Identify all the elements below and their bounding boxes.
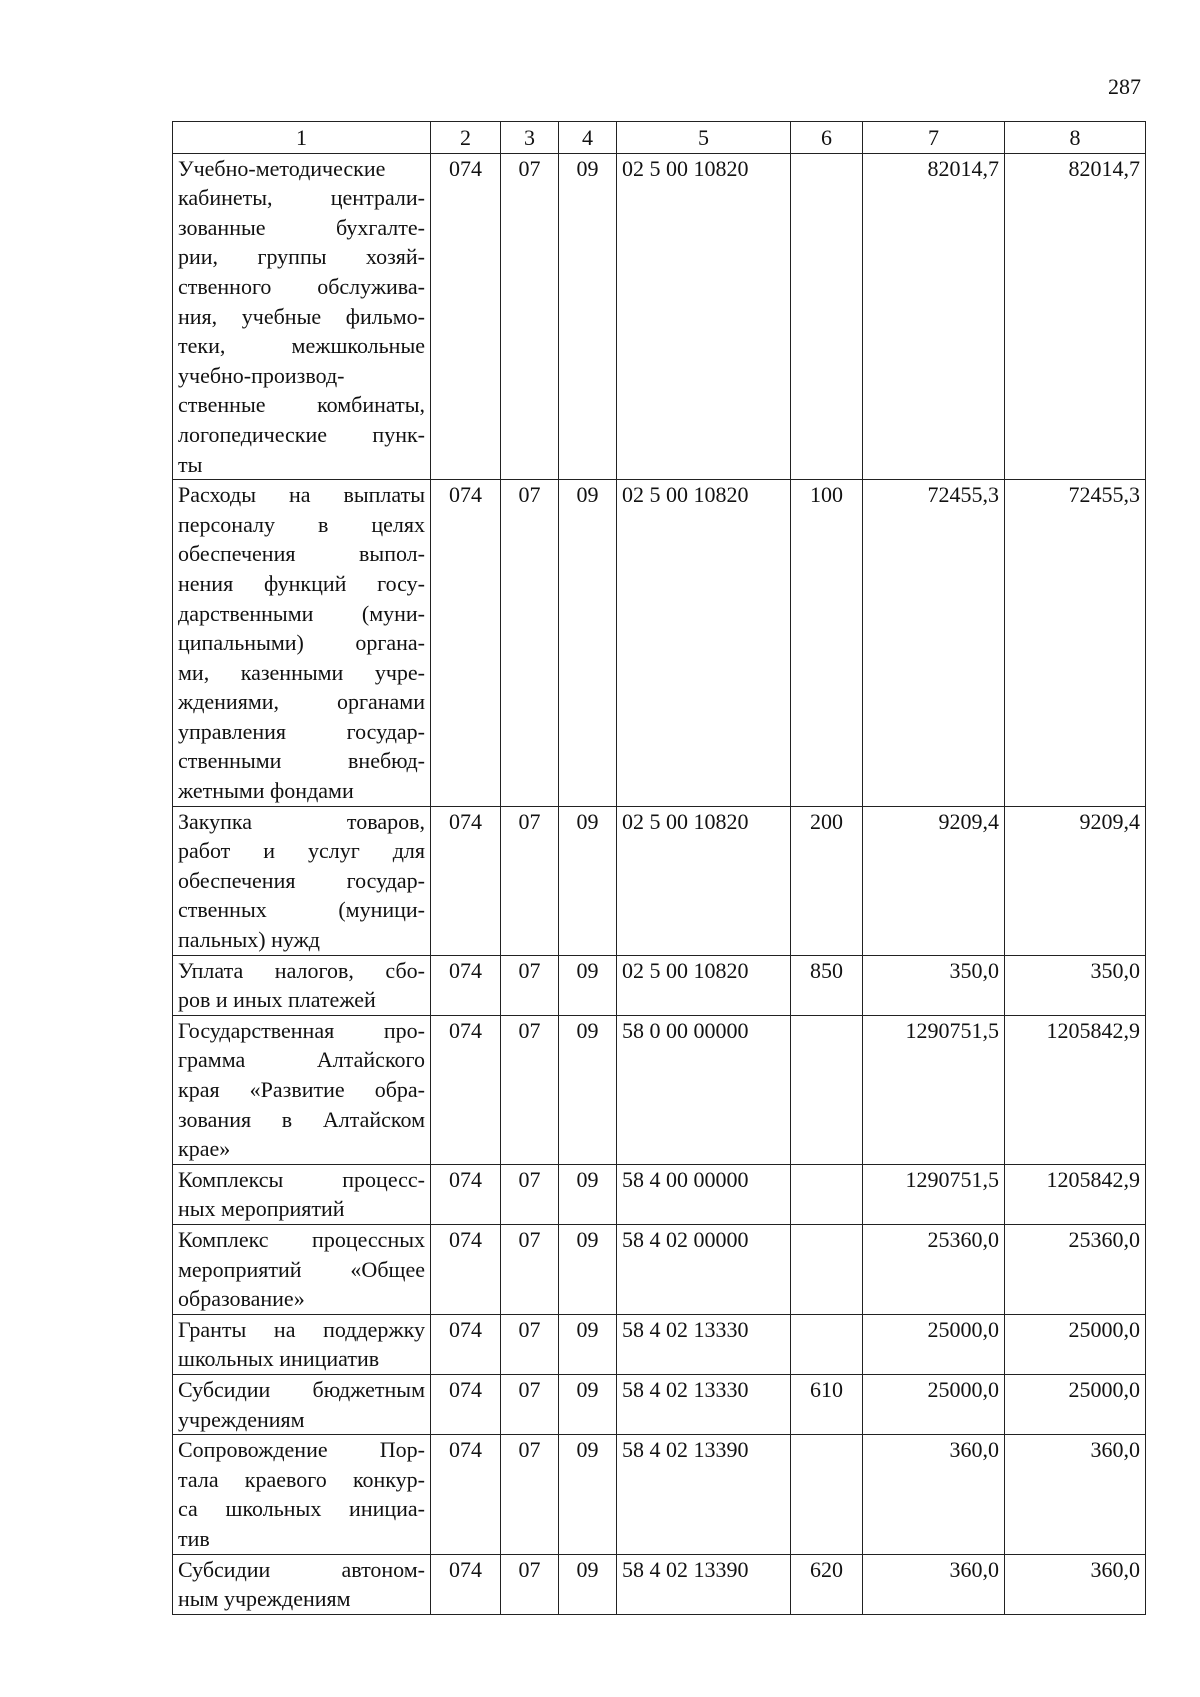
item-name-line: ным учреждениям xyxy=(178,1586,351,1612)
amount-col7-cell: 82014,7 xyxy=(863,153,1005,480)
amount-col7-cell: 25000,0 xyxy=(863,1314,1005,1374)
table-row xyxy=(173,806,1146,955)
budget-table xyxy=(172,121,1146,1615)
amount-col8-cell: 9209,4 xyxy=(1005,806,1146,955)
item-name-line: са школьных инициа- xyxy=(178,1496,425,1522)
department-code-cell: 074 xyxy=(431,1374,501,1434)
item-name-line: зованные бухгалте- xyxy=(178,214,425,240)
amount-col8-cell: 360,0 xyxy=(1005,1554,1146,1614)
item-name-cell xyxy=(173,1374,431,1434)
amount-col8-cell: 1205842,9 xyxy=(1005,1164,1146,1224)
department-code-cell: 074 xyxy=(431,1554,501,1614)
item-name-line: ципальными) органа- xyxy=(178,630,425,656)
department-code-cell: 074 xyxy=(431,1314,501,1374)
target-article-cell: 58 4 02 13390 xyxy=(617,1554,791,1614)
section-code-cell: 07 xyxy=(501,1164,559,1224)
expense-type-cell: 200 xyxy=(791,806,863,955)
item-name-cell xyxy=(173,1314,431,1374)
section-code-cell: 07 xyxy=(501,955,559,1015)
header-cell: 1 xyxy=(173,122,431,154)
header-cell: 2 xyxy=(431,122,501,154)
item-name-line: учреждениям xyxy=(178,1406,305,1432)
item-name-line: Гранты на поддержку xyxy=(178,1316,425,1342)
target-article-cell: 02 5 00 10820 xyxy=(617,955,791,1015)
item-name-line: управления государ- xyxy=(178,718,425,744)
item-name-line: пальных) нужд xyxy=(178,927,321,953)
subsection-code-cell: 09 xyxy=(559,1224,617,1314)
item-name-line: кабинеты, централи- xyxy=(178,185,425,211)
item-name-line: ния, учебные фильмо- xyxy=(178,303,425,329)
item-name-line: ждениями, органами xyxy=(178,689,425,715)
subsection-code-cell: 09 xyxy=(559,806,617,955)
amount-col7-cell: 350,0 xyxy=(863,955,1005,1015)
item-name-line: Субсидии автоном- xyxy=(178,1556,425,1582)
target-article-cell: 58 4 02 00000 xyxy=(617,1224,791,1314)
expense-type-cell xyxy=(791,153,863,480)
table-row xyxy=(173,1224,1146,1314)
amount-col7-cell: 360,0 xyxy=(863,1435,1005,1554)
subsection-code-cell: 09 xyxy=(559,480,617,807)
item-name-line: ственные комбинаты, xyxy=(178,392,425,418)
item-name-line: Комплекс процессных xyxy=(178,1226,425,1252)
header-cell: 8 xyxy=(1005,122,1146,154)
item-name-line: Комплексы процесс- xyxy=(178,1166,425,1192)
page-number: 287 xyxy=(1108,74,1141,99)
subsection-code-cell: 09 xyxy=(559,1314,617,1374)
item-name-cell xyxy=(173,1224,431,1314)
item-name-line: грамма Алтайского xyxy=(178,1047,425,1073)
target-article-cell: 02 5 00 10820 xyxy=(617,806,791,955)
amount-col7-cell: 360,0 xyxy=(863,1554,1005,1614)
item-name-line: Закупка товаров, xyxy=(178,808,425,834)
amount-col7-cell: 25360,0 xyxy=(863,1224,1005,1314)
item-name-line: жетными фондами xyxy=(178,778,354,804)
expense-type-cell: 100 xyxy=(791,480,863,807)
item-name-line: Субсидии бюджетным xyxy=(178,1376,425,1402)
expense-type-cell xyxy=(791,1015,863,1164)
section-code-cell: 07 xyxy=(501,1314,559,1374)
section-code-cell: 07 xyxy=(501,1374,559,1434)
amount-col8-cell: 25000,0 xyxy=(1005,1314,1146,1374)
amount-col8-cell: 25000,0 xyxy=(1005,1374,1146,1434)
item-name-line: обеспечения государ- xyxy=(178,867,425,893)
item-name-line: школьных инициатив xyxy=(178,1346,380,1372)
expense-type-cell: 850 xyxy=(791,955,863,1015)
item-name-line: ственного обслужива- xyxy=(178,273,425,299)
subsection-code-cell: 09 xyxy=(559,1554,617,1614)
item-name-cell xyxy=(173,1435,431,1554)
table-row xyxy=(173,1314,1146,1374)
header-row xyxy=(173,122,1146,154)
item-name-line: тив xyxy=(178,1525,210,1551)
item-name-line: мероприятий «Общее xyxy=(178,1256,425,1282)
table-row xyxy=(173,1435,1146,1554)
target-article-cell: 02 5 00 10820 xyxy=(617,480,791,807)
item-name-line: ми, казенными учре- xyxy=(178,659,425,685)
amount-col7-cell: 72455,3 xyxy=(863,480,1005,807)
expense-type-cell xyxy=(791,1435,863,1554)
item-name-cell xyxy=(173,955,431,1015)
section-code-cell: 07 xyxy=(501,806,559,955)
target-article-cell: 58 4 02 13330 xyxy=(617,1374,791,1434)
amount-col8-cell: 1205842,9 xyxy=(1005,1015,1146,1164)
item-name-line: тала краевого конкур- xyxy=(178,1466,425,1492)
section-code-cell: 07 xyxy=(501,1224,559,1314)
table-row xyxy=(173,1015,1146,1164)
table-row xyxy=(173,480,1146,807)
item-name-line: образование» xyxy=(178,1286,305,1312)
item-name-line: персоналу в целях xyxy=(178,511,425,537)
item-name-line: работ и услуг для xyxy=(178,838,425,864)
item-name-line: ственными внебюд- xyxy=(178,748,425,774)
amount-col7-cell: 9209,4 xyxy=(863,806,1005,955)
item-name-line: Сопровождение Пор- xyxy=(178,1437,425,1463)
amount-col7-cell: 25000,0 xyxy=(863,1374,1005,1434)
amount-col8-cell: 82014,7 xyxy=(1005,153,1146,480)
header-cell: 3 xyxy=(501,122,559,154)
item-name-line: нения функций госу- xyxy=(178,570,425,596)
table-row xyxy=(173,955,1146,1015)
target-article-cell: 58 4 02 13390 xyxy=(617,1435,791,1554)
item-name-line: рии, группы хозяй- xyxy=(178,244,425,270)
item-name-cell xyxy=(173,153,431,480)
amount-col8-cell: 350,0 xyxy=(1005,955,1146,1015)
subsection-code-cell: 09 xyxy=(559,1164,617,1224)
header-cell: 5 xyxy=(617,122,791,154)
header-cell: 6 xyxy=(791,122,863,154)
target-article-cell: 02 5 00 10820 xyxy=(617,153,791,480)
table-body xyxy=(173,153,1146,1614)
amount-col7-cell: 1290751,5 xyxy=(863,1015,1005,1164)
item-name-line: Учебно-методические xyxy=(178,155,386,181)
table-row xyxy=(173,153,1146,480)
subsection-code-cell: 09 xyxy=(559,1015,617,1164)
item-name-cell xyxy=(173,480,431,807)
expense-type-cell xyxy=(791,1314,863,1374)
target-article-cell: 58 4 02 13330 xyxy=(617,1314,791,1374)
target-article-cell: 58 0 00 00000 xyxy=(617,1015,791,1164)
section-code-cell: 07 xyxy=(501,1435,559,1554)
item-name-line: ственных (муници- xyxy=(178,897,425,923)
section-code-cell: 07 xyxy=(501,480,559,807)
amount-col8-cell: 72455,3 xyxy=(1005,480,1146,807)
target-article-cell: 58 4 00 00000 xyxy=(617,1164,791,1224)
department-code-cell: 074 xyxy=(431,1435,501,1554)
item-name-cell xyxy=(173,1164,431,1224)
item-name-line: теки, межшкольные xyxy=(178,333,425,359)
subsection-code-cell: 09 xyxy=(559,955,617,1015)
section-code-cell: 07 xyxy=(501,1015,559,1164)
item-name-line: зования в Алтайском xyxy=(178,1106,425,1132)
department-code-cell: 074 xyxy=(431,806,501,955)
department-code-cell: 074 xyxy=(431,480,501,807)
amount-col7-cell: 1290751,5 xyxy=(863,1164,1005,1224)
item-name-line: Государственная про- xyxy=(178,1017,425,1043)
table-row xyxy=(173,1374,1146,1434)
item-name-line: логопедические пунк- xyxy=(178,421,425,447)
header-cell: 7 xyxy=(863,122,1005,154)
section-code-cell: 07 xyxy=(501,153,559,480)
department-code-cell: 074 xyxy=(431,1164,501,1224)
expense-type-cell: 610 xyxy=(791,1374,863,1434)
department-code-cell: 074 xyxy=(431,153,501,480)
item-name-cell xyxy=(173,1554,431,1614)
department-code-cell: 074 xyxy=(431,955,501,1015)
table-row xyxy=(173,1164,1146,1224)
header-cell: 4 xyxy=(559,122,617,154)
item-name-line: ты xyxy=(178,451,203,477)
item-name-cell xyxy=(173,1015,431,1164)
item-name-line: края «Развитие обра- xyxy=(178,1077,425,1102)
item-name-line: Расходы на выплаты xyxy=(178,482,425,508)
department-code-cell: 074 xyxy=(431,1015,501,1164)
subsection-code-cell: 09 xyxy=(559,1435,617,1554)
item-name-line: Уплата налогов, сбо- xyxy=(178,957,425,983)
item-name-line: дарственными (муни- xyxy=(178,600,425,626)
item-name-cell xyxy=(173,806,431,955)
item-name-line: учебно-производ- xyxy=(178,362,345,388)
expense-type-cell xyxy=(791,1224,863,1314)
subsection-code-cell: 09 xyxy=(559,153,617,480)
expense-type-cell: 620 xyxy=(791,1554,863,1614)
item-name-line: ных мероприятий xyxy=(178,1196,345,1222)
department-code-cell: 074 xyxy=(431,1224,501,1314)
amount-col8-cell: 25360,0 xyxy=(1005,1224,1146,1314)
table-row xyxy=(173,1554,1146,1614)
item-name-line: ров и иных платежей xyxy=(178,987,376,1013)
amount-col8-cell: 360,0 xyxy=(1005,1435,1146,1554)
item-name-line: крае» xyxy=(178,1136,231,1162)
subsection-code-cell: 09 xyxy=(559,1374,617,1434)
expense-type-cell xyxy=(791,1164,863,1224)
item-name-line: обеспечения выпол- xyxy=(178,541,425,567)
section-code-cell: 07 xyxy=(501,1554,559,1614)
